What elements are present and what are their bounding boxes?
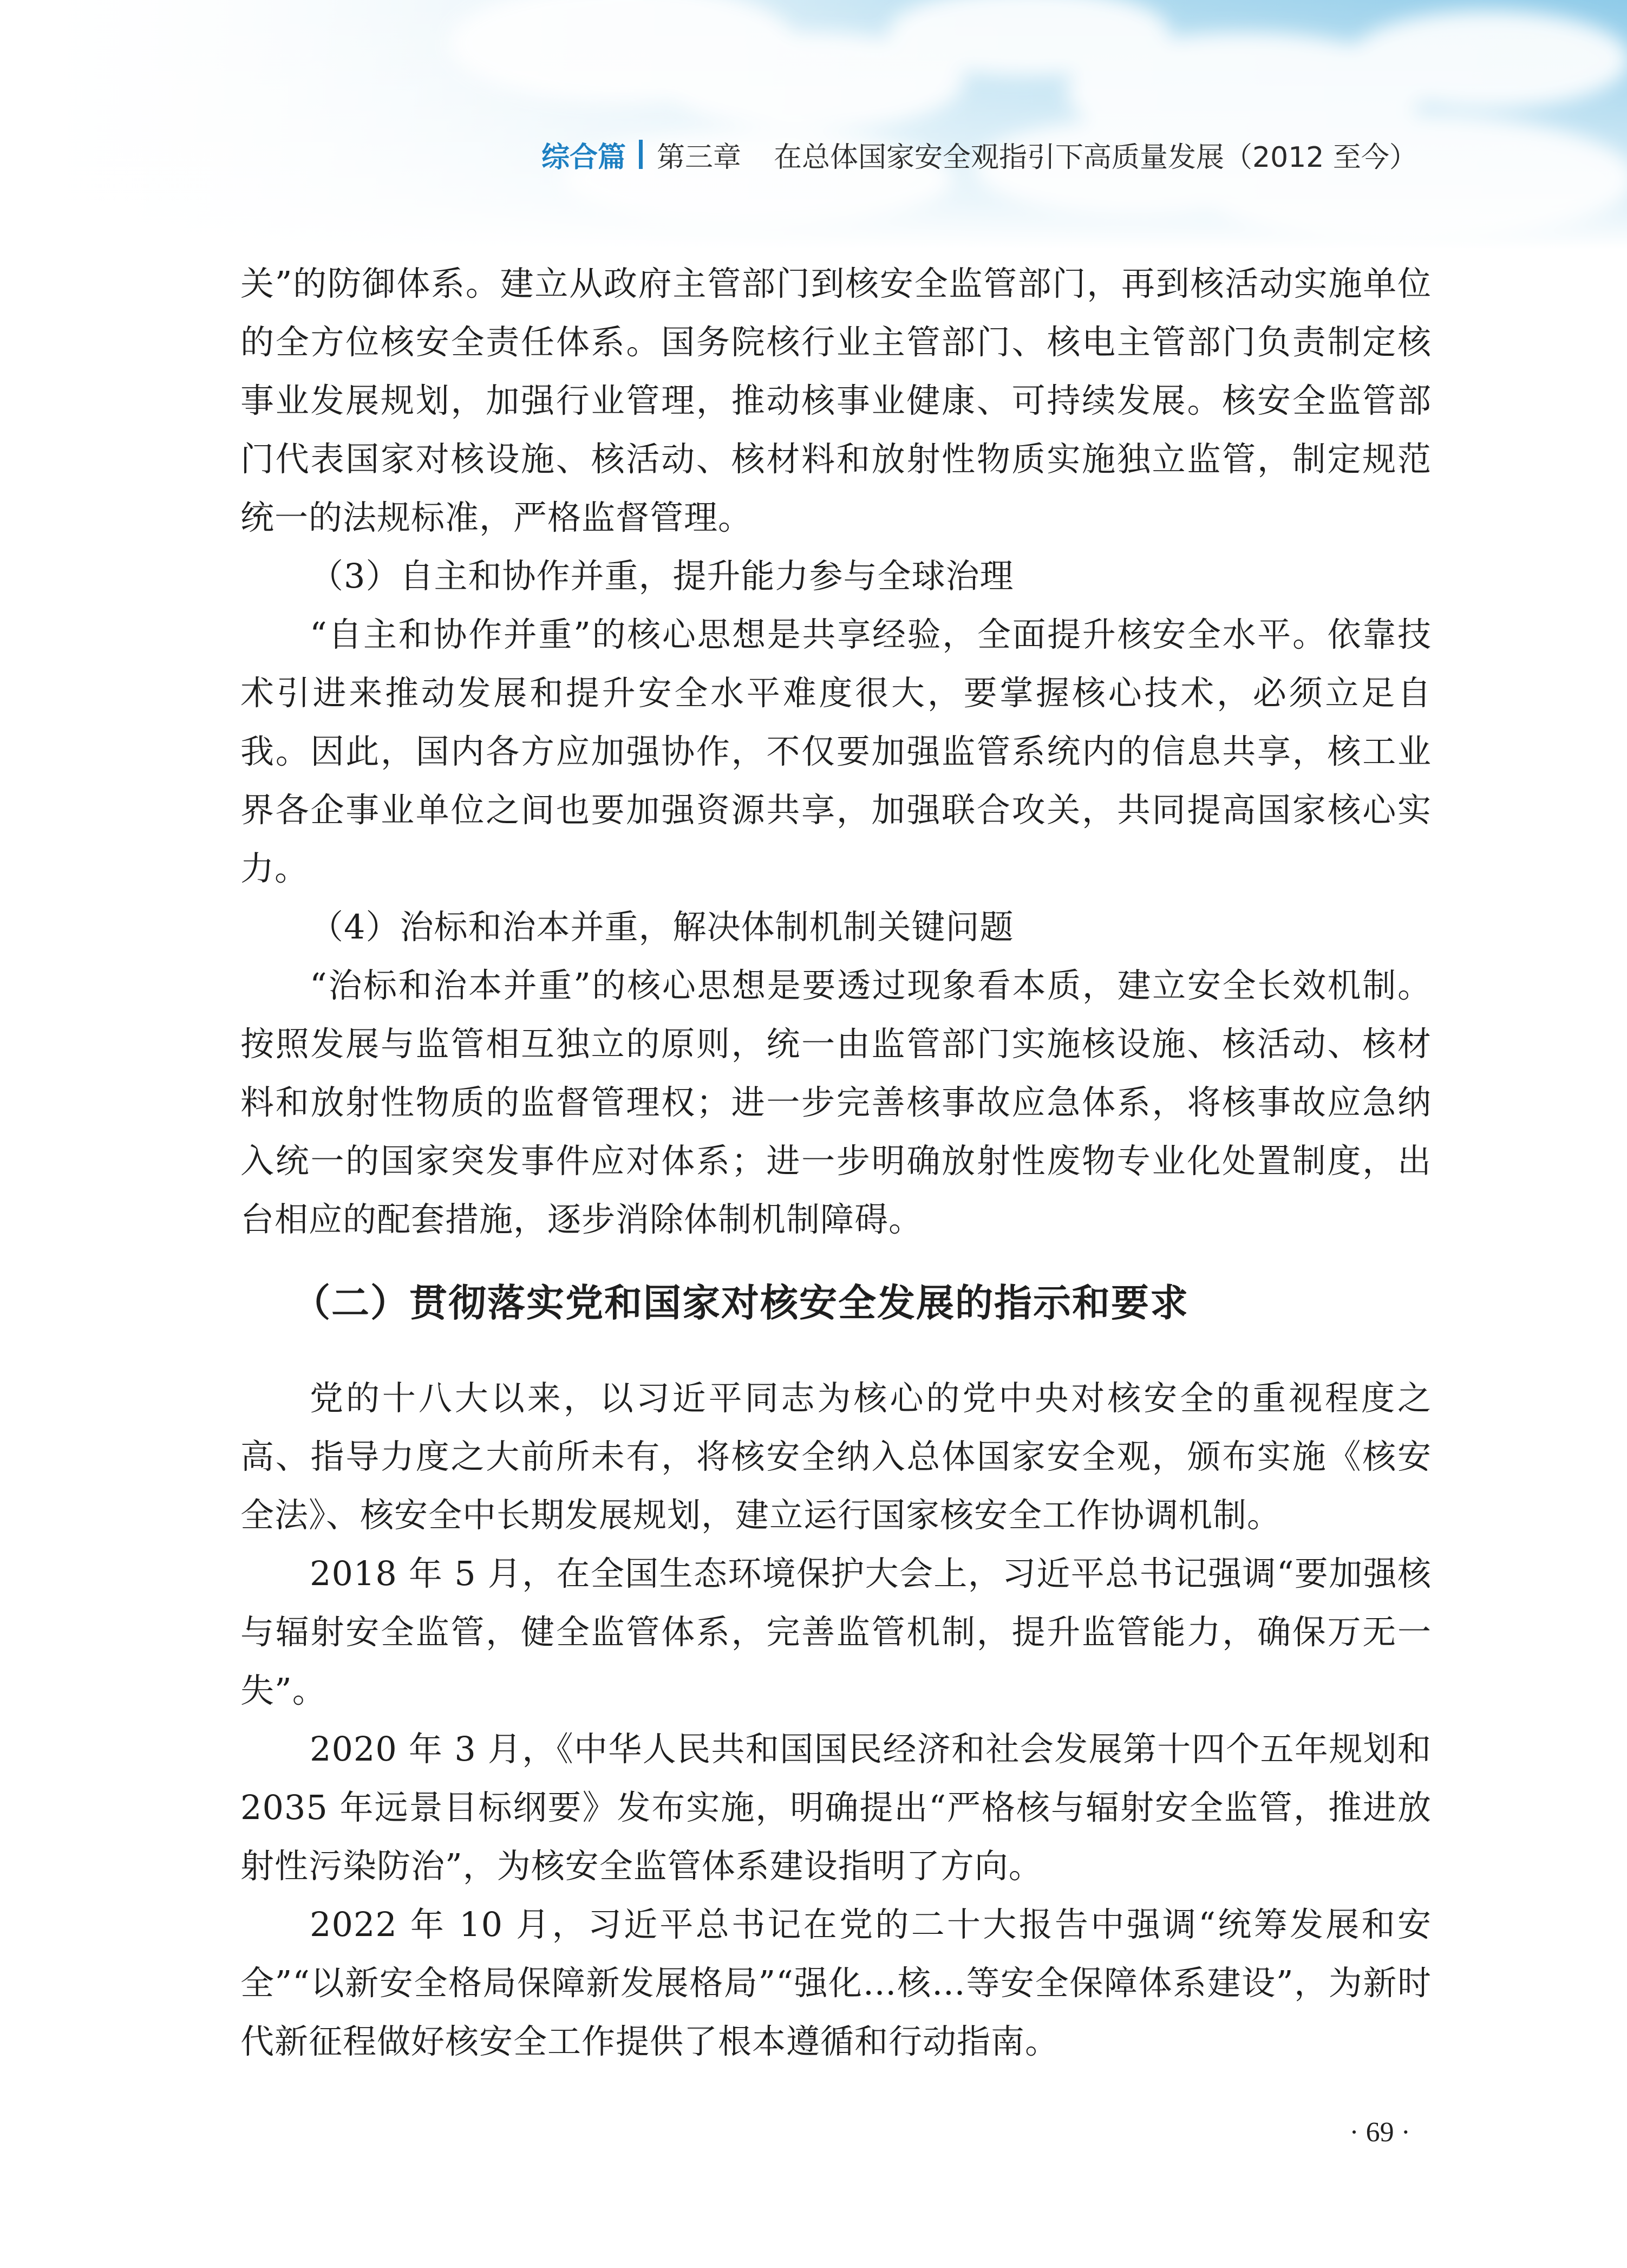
page-number: · 69 · [1349, 2117, 1410, 2148]
section-heading: （二）贯彻落实党和国家对核安全发展的指示和要求 [292, 1280, 1189, 1325]
page-body [240, 255, 1432, 2071]
paragraph: 党的十八大以来，以习近平同志为核心的党中央对核安全的重视程度之高、指导力度之大前所未有，将核安全纳入总体国家安全观，颁布实施《核安全法》、核安全中长期发展规划，建立运行国家核安全工作协调机制。 [240, 1378, 1432, 1535]
sky-cloud-header [0, 0, 1627, 249]
header-divider [639, 140, 643, 169]
paragraph: “自主和协作并重”的核心思想是共享经验，全面提升核安全水平。依靠技术引进来推动发展和提升安全水平难度很大，要掌握核心技术，必须立足自我。因此，国内各方应加强协作，不仅要加强监管系统内的信息共享，核工业界各企事业单位之间也要加强资源共享，加强联合攻关，共同提高国家核心实力。 [240, 615, 1432, 888]
paragraph: 关”的防御体系。建立从政府主管部门到核安全监管部门，再到核活动实施单位的全方位核安全责任体系。国务院核行业主管部门、核电主管部门负责制定核事业发展规划，加强行业管理，推动核事业健康、可持续发展。核安全监管部门代表国家对核设施、核活动、核材料和放射性物质实施独立监管，制定规范统一的法规标准，严格监督管理。 [240, 264, 1432, 537]
running-head [541, 130, 1417, 179]
chapter-title: 在总体国家安全观指引下高质量发展（2012 至今） [774, 141, 1417, 174]
paragraph: “治标和治本并重”的核心思想是要透过现象看本质，建立安全长效机制。按照发展与监管相互独立的原则，统一由监管部门实施核设施、核活动、核材料和放射性物质的监督管理权；进一步完善核事故应急体系，将核事故应急纳入统一的国家突发事件应对体系；进一步明确放射性废物专业化处置制度，出台相应的配套措施，逐步消除体制机制障碍。 [240, 966, 1432, 1239]
paragraph: 2020 年 3 月，《中华人民共和国国民经济和社会发展第十四个五年规划和 2035 年远景目标纲要》发布实施，明确提出“严格核与辐射安全监管，推进放射性污染防治”，为核安全监管体系建设指明了方向。 [240, 1729, 1432, 1886]
chapter-label: 第三章 [657, 141, 742, 174]
section-label: 综合篇 [541, 141, 626, 174]
subheading-3: （3）自主和协作并重，提升能力参与全球治理 [310, 556, 1014, 596]
paragraph: 2022 年 10 月，习近平总书记在党的二十大报告中强调“统筹发展和安全”“以新安全格局保障新发展格局”“强化…核…等安全保障体系建设”，为新时代新征程做好核安全工作提供了根本遵循和行动指南。 [240, 1905, 1432, 2061]
subheading-4: （4）治标和治本并重，解决体制机制关键问题 [310, 907, 1014, 947]
paragraph: 2018 年 5 月，在全国生态环境保护大会上，习近平总书记强调“要加强核与辐射安全监管，健全监管体系，完善监管机制，提升监管能力，确保万无一失”。 [240, 1554, 1432, 1710]
